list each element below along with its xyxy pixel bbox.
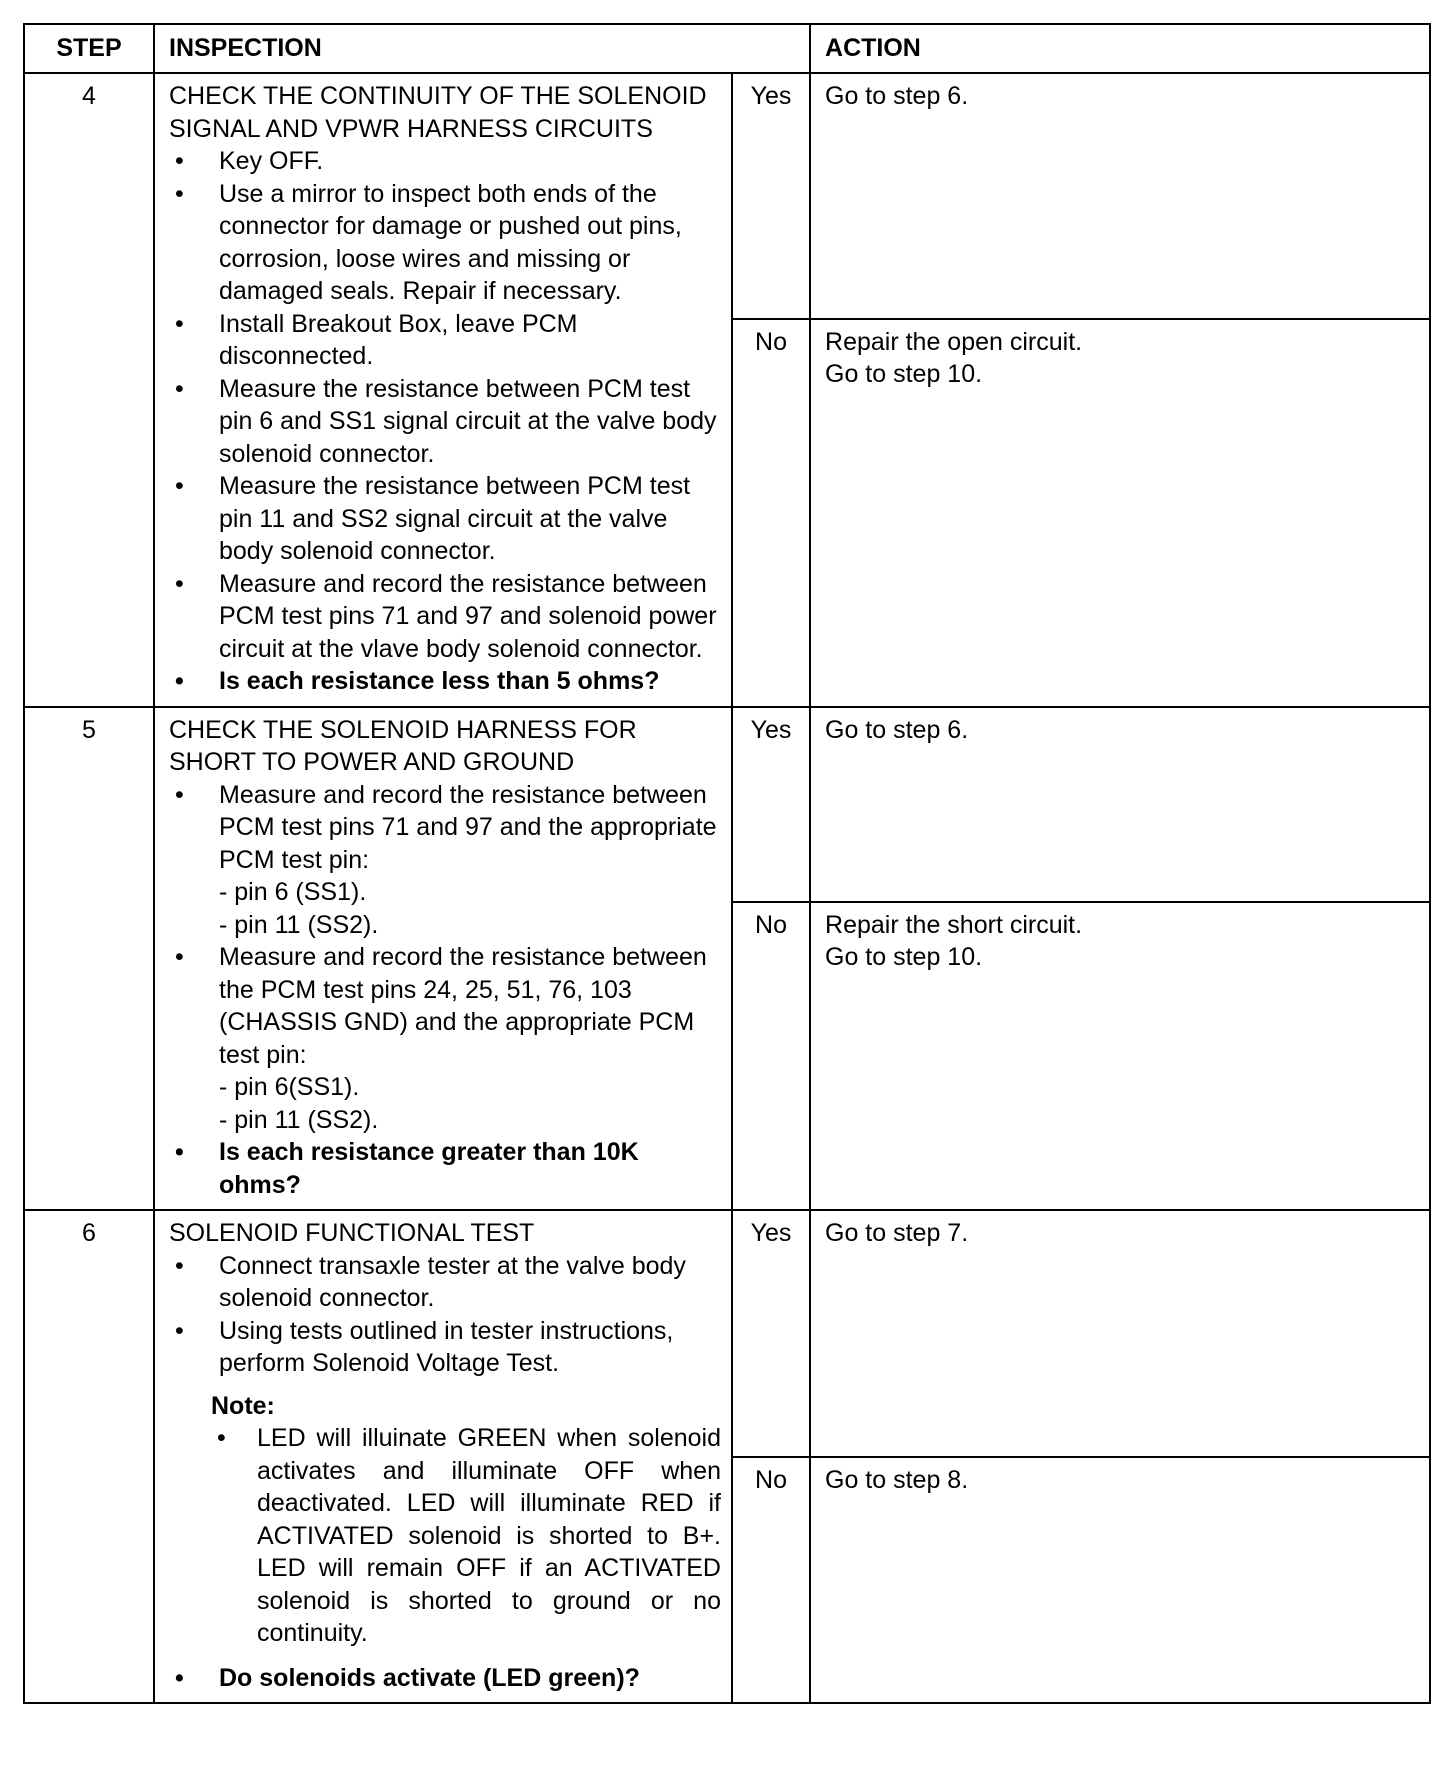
no-action-line: Repair the open circuit. xyxy=(825,327,1083,356)
inspection-list xyxy=(169,779,721,877)
no-label: No xyxy=(732,319,810,707)
list-item: • Using tests outlined in tester instructions, perform Solenoid Voltage Test. xyxy=(169,1315,721,1380)
inspection-question: • Do solenoids activate (LED green)? xyxy=(169,1662,721,1695)
inspection-question: • Is each resistance greater than 10K ohms? xyxy=(169,1136,721,1201)
list-item: • Measure and record the resistance between PCM test pins 71 and 97 and solenoid power circuit at the vlave body solenoid connector. xyxy=(169,568,721,666)
no-action xyxy=(810,319,1430,707)
list-item-text: Measure and record the resistance between PCM test pins 71 and 97 and the appropriate PCM test pin: xyxy=(219,780,717,874)
list-item: • Measure the resistance between PCM test pin 6 and SS1 signal circuit at the valve body solenoid connector. xyxy=(169,373,721,471)
inspection-list xyxy=(169,941,721,1071)
yes-action: Go to step 7. xyxy=(810,1210,1430,1457)
list-item: • Key OFF. xyxy=(169,145,721,178)
inspection-cell xyxy=(154,1210,732,1703)
yes-label: Yes xyxy=(732,1210,810,1457)
yes-action: Go to step 6. xyxy=(810,73,1430,319)
inspection-cell xyxy=(154,73,732,707)
inspection-list xyxy=(169,1136,721,1201)
sub-item: - pin 6(SS1). xyxy=(219,1073,360,1101)
table-row-step-4 xyxy=(24,73,1430,319)
inspection-cell xyxy=(154,707,732,1211)
list-item: • Measure the resistance between PCM test pin 11 and SS2 signal circuit at the valve body solenoid connector. xyxy=(169,470,721,568)
inspection-list xyxy=(169,1662,721,1695)
action-header-text: ACTION xyxy=(825,34,921,63)
inspection-title: CHECK THE CONTINUITY OF THE SOLENOID SIGNAL AND VPWR HARNESS CIRCUITS xyxy=(169,82,707,143)
step-number: 5 xyxy=(24,707,154,1211)
note-text: • LED will illuinate GREEN when solenoid activates and illuminate OFF when deactivated. LED will illuminate RED if ACTIVATED solenoid is shorted to B+. LED will remain OFF if an ACTIVATED solenoid is shorted to ground or no continuity. xyxy=(211,1422,721,1650)
inspection-header-text: INSPECTION xyxy=(169,34,322,63)
note-list xyxy=(211,1422,721,1650)
header-row xyxy=(24,24,1430,73)
no-action xyxy=(810,902,1430,1210)
step-header: STEP xyxy=(24,24,154,73)
sub-item: - pin 11 (SS2). xyxy=(219,910,379,939)
sub-item: - pin 11 (SS2). xyxy=(219,1105,379,1134)
list-item: • Use a mirror to inspect both ends of the connector for damage or pushed out pins, corrosion, loose wires and missing or damaged seals. Repair if necessary. xyxy=(169,178,721,308)
inspection-title: SOLENOID FUNCTIONAL TEST xyxy=(169,1219,535,1247)
no-action-line: Go to step 10. xyxy=(825,943,983,972)
no-action: Go to step 8. xyxy=(810,1457,1430,1704)
sub-item: - pin 6 (SS1). xyxy=(219,878,367,906)
yes-action: Go to step 6. xyxy=(810,707,1430,902)
yes-label: Yes xyxy=(732,707,810,902)
inspection-header xyxy=(154,24,810,73)
yes-label: Yes xyxy=(732,73,810,319)
table-row-step-6 xyxy=(24,1210,1430,1457)
diagnostic-table xyxy=(23,23,1431,1704)
diagnostic-table-page xyxy=(23,23,1429,1704)
inspection-list xyxy=(169,1250,721,1380)
inspection-list xyxy=(169,145,721,698)
step-number: 4 xyxy=(24,73,154,707)
list-item xyxy=(169,779,721,877)
inspection-title: CHECK THE SOLENOID HARNESS FOR SHORT TO POWER AND GROUND xyxy=(169,715,637,776)
list-item: • Connect transaxle tester at the valve body solenoid connector. xyxy=(169,1250,721,1315)
list-item xyxy=(169,941,721,1071)
note-heading: Note: xyxy=(211,1391,275,1420)
no-label: No xyxy=(732,902,810,1210)
list-item: • Install Breakout Box, leave PCM disconnected. xyxy=(169,308,721,373)
step-number: 6 xyxy=(24,1210,154,1703)
action-header xyxy=(810,24,1430,73)
no-action-line: Repair the short circuit. xyxy=(825,910,1083,939)
table-row-step-5 xyxy=(24,707,1430,902)
inspection-question: • Is each resistance less than 5 ohms? xyxy=(169,665,721,698)
note-block xyxy=(169,1390,721,1650)
list-item-text: Measure and record the resistance between the PCM test pins 24, 25, 51, 76, 103 (CHASSIS GND) and the appropriate PCM test pin: xyxy=(219,943,707,1069)
no-label: No xyxy=(732,1457,810,1704)
no-action-line: Go to step 10. xyxy=(825,360,983,389)
